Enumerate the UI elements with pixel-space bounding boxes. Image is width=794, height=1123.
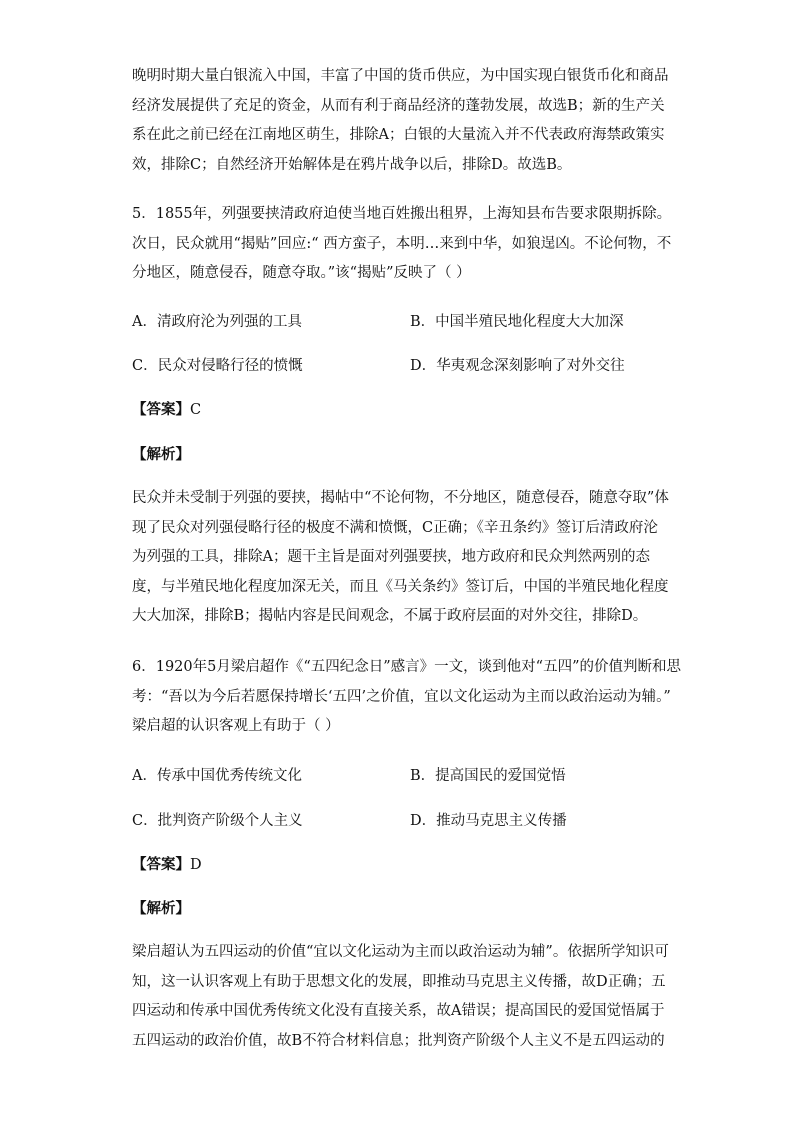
text-line: 分地区，随意侵吞，随意夺取。”该“揭贴”反映了（ ） (132, 265, 471, 281)
text-line: 为列强的工具，排除A；题干主旨是面对列强要挟，地方政府和民众判然两别的态 (132, 549, 650, 565)
q6-analysis-label (132, 899, 190, 919)
analysis-label: 【解析】 (132, 900, 190, 917)
text-line: 五四运动的政治价值，故B不符合材料信息；批判资产阶级个人主义不是五四运动的 (132, 1032, 665, 1049)
q5-answer (132, 400, 201, 420)
text-line: 现了民众对列强侵略行径的极度不满和愤慨，C正确；《辛丑条约》签订后清政府沦 (132, 519, 658, 536)
answer-label: 【答案】 (132, 401, 190, 418)
text-line: 梁启超认为五四运动的价值“宜以文化运动为主而以政治运动为辅”。依据所学知识可 (132, 944, 669, 960)
answer-value: D (190, 857, 202, 873)
q6-answer (132, 855, 202, 875)
text-line: 效，排除C；自然经济开始解体是在鸦片战争以后，排除D。故选B。 (132, 156, 572, 173)
text-line: 知，这一认识客观上有助于思想文化的发展，即推动马克思主义传播，故D正确；五 (132, 973, 666, 990)
text-line: 梁启超的认识客观上有助于（ ） (132, 718, 340, 734)
question-5-stem (132, 200, 672, 289)
q5-option-d: D．华夷观念深刻影响了对外交往 (410, 358, 625, 374)
answer-value: C (190, 402, 202, 418)
q5-analysis (132, 484, 667, 632)
text-line: 晚明时期大量白银流入中国，丰富了中国的货币供应，为中国实现白银货币化和商品 (132, 68, 669, 84)
text-line: 考：“吾以为今后若愿保持增长‘五四’之价值，宜以文化运动为主而以政治运动为辅。” (132, 688, 671, 705)
q5-analysis-label (132, 445, 190, 465)
text-line: 次日，民众就用“揭贴”回应:“ 西方蛮子，本明…来到中华，如狼逞凶。不论何物，不 (132, 235, 672, 252)
text-line: 四运动和传承中国优秀传统文化没有直接关系，故A错误；提高国民的爱国觉悟属于 (132, 1003, 665, 1019)
text-line: 大大加深，排除B；揭帖内容是民间观念，不属于政府层面的对外交往，排除D。 (132, 608, 648, 624)
analysis-label: 【解析】 (132, 446, 190, 463)
question-6-stem (132, 653, 682, 742)
q5-option-b: B．中国半殖民地化程度大大加深 (410, 314, 624, 330)
intro-paragraph (132, 62, 667, 180)
q6-option-b: B．提高国民的爱国觉悟 (410, 768, 566, 784)
text-line: 民众并未受制于列强的要挟，揭帖中“不论何物，不分地区，随意侵吞，随意夺取”体 (132, 490, 669, 506)
q6-option-a: A．传承中国优秀传统文化 (132, 768, 302, 784)
text-line: 5．1855年，列强要挟清政府迫使当地百姓搬出租界，上海知县布告要求限期拆除。 (132, 206, 672, 222)
q5-option-a: A．清政府沦为列强的工具 (132, 314, 302, 330)
text-line: 6．1920年5月梁启超作《“五四纪念日”感言》一文，谈到他对“五四”的价值判断和思 (132, 659, 682, 675)
q6-option-c: C．批判资产阶级个人主义 (132, 813, 303, 829)
text-line: 经济发展提供了充足的资金，从而有利于商品经济的蓬勃发展，故选B；新的生产关 (132, 97, 665, 114)
q6-option-d: D．推动马克思主义传播 (410, 813, 567, 829)
q6-analysis (132, 938, 667, 1056)
text-line: 度，与半殖民地化程度加深无关，而且《马关条约》签订后，中国的半殖民地化程度 (132, 578, 669, 595)
q5-option-c: C．民众对侵略行径的愤慨 (132, 358, 303, 374)
text-line: 系在此之前已经在江南地区萌生，排除A；白银的大量流入并不代表政府海禁政策实 (132, 127, 665, 143)
answer-label: 【答案】 (132, 856, 190, 873)
